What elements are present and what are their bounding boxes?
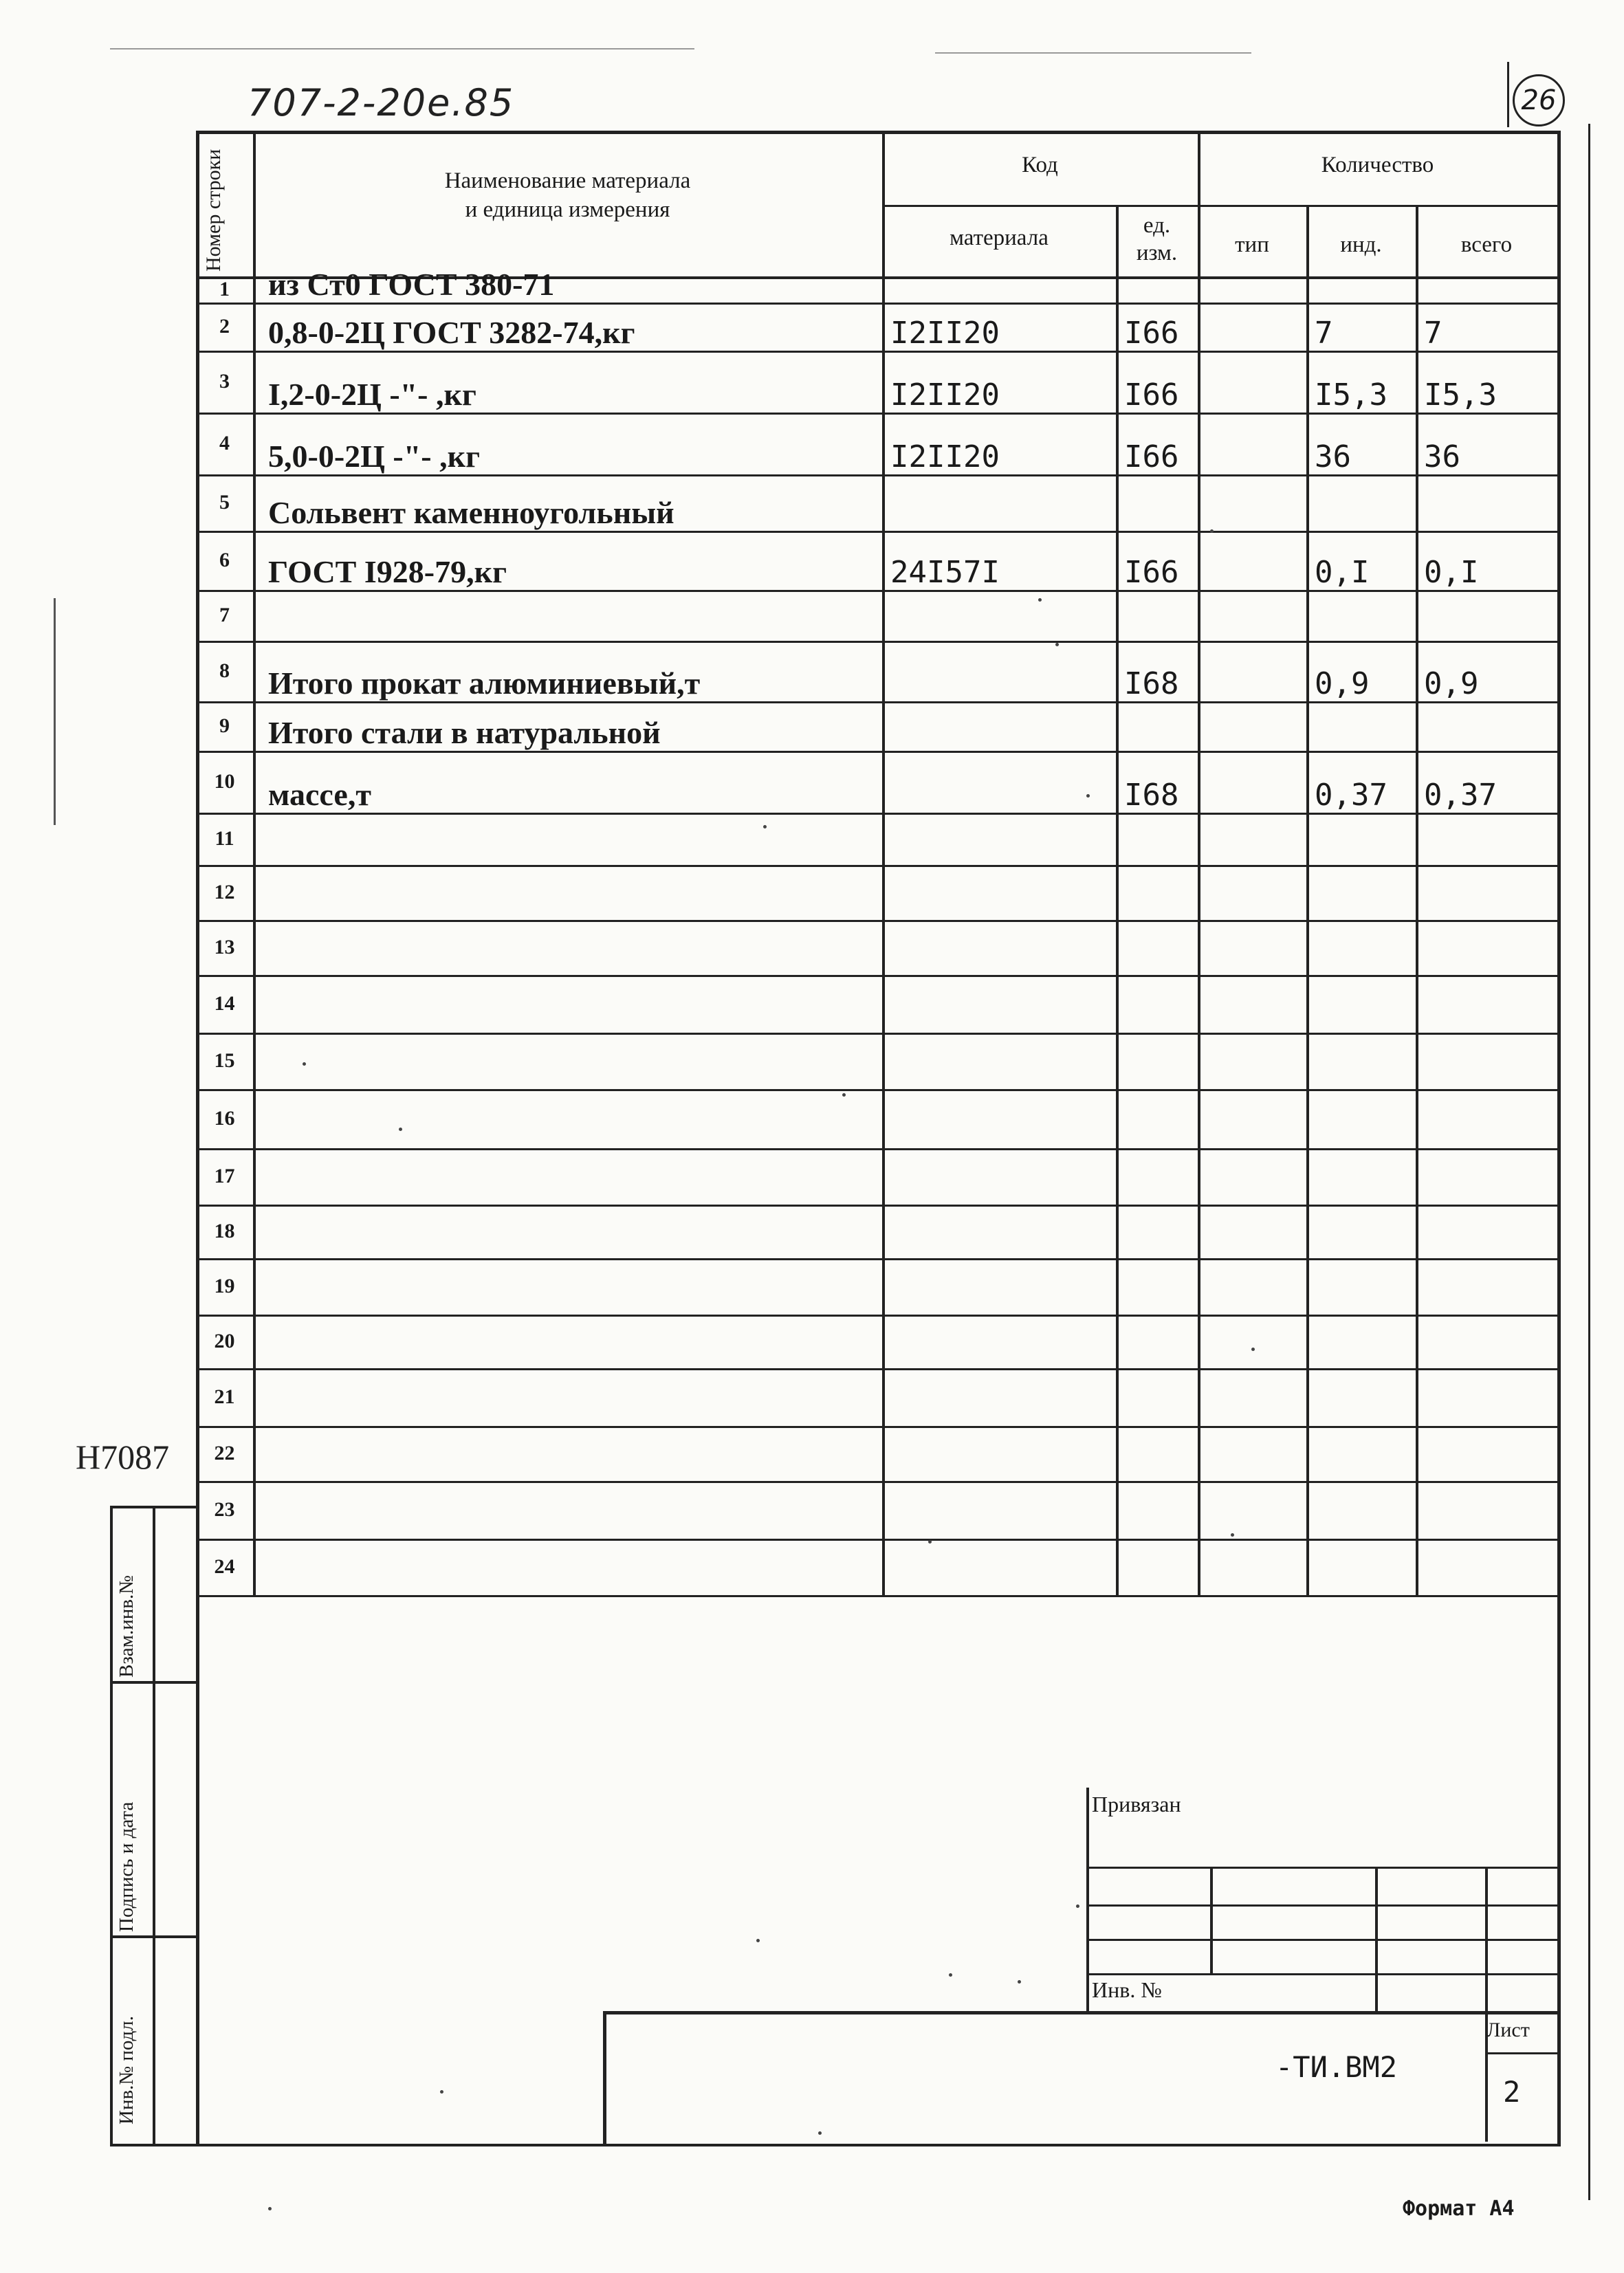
scan-speckle bbox=[268, 2207, 272, 2210]
material-name: из Ст0 ГОСТ 380-71 bbox=[268, 267, 555, 302]
document-designation: -ТИ.ВМ2 bbox=[1275, 2050, 1398, 2084]
handwritten-document-code: 707-2-20е.85 bbox=[248, 81, 515, 124]
qty-total: 0,37 bbox=[1424, 778, 1497, 813]
table-row-line bbox=[196, 865, 1557, 867]
material-name: массе,т bbox=[268, 777, 371, 812]
header-name-line2: и единица измерения bbox=[465, 197, 670, 222]
material-code: I2II20 bbox=[890, 377, 1000, 413]
material-code: I2II20 bbox=[890, 316, 1000, 351]
scan-line bbox=[54, 598, 56, 825]
header-code: Код bbox=[1022, 153, 1058, 177]
table-row-line bbox=[196, 920, 1557, 922]
table-row-line bbox=[196, 1205, 1557, 1207]
unit-code: I68 bbox=[1124, 666, 1179, 701]
page-bottom-border bbox=[110, 2144, 1561, 2146]
stamp-line bbox=[1485, 1867, 1488, 2142]
header-quantity: Количество bbox=[1321, 153, 1434, 177]
table-row-line bbox=[196, 1368, 1557, 1370]
qty-total: 0,I bbox=[1424, 555, 1479, 590]
side-strip-divider bbox=[110, 1681, 196, 1684]
row-number: 13 bbox=[214, 936, 235, 958]
header-row-number: Номер строки bbox=[202, 149, 225, 272]
header-mid-line bbox=[882, 205, 1557, 207]
stamp-line bbox=[1375, 1867, 1378, 2011]
table-row-line bbox=[196, 1481, 1557, 1483]
scan-line bbox=[1507, 62, 1509, 127]
row-number: 6 bbox=[219, 549, 230, 571]
row-number: 12 bbox=[214, 881, 235, 903]
header-code-material: материала bbox=[950, 226, 1049, 250]
row-number: 9 bbox=[219, 714, 230, 737]
material-code: 24I57I bbox=[890, 555, 1000, 590]
row-number: 15 bbox=[214, 1049, 235, 1072]
header-qty-ind: инд. bbox=[1340, 232, 1382, 257]
unit-code: I66 bbox=[1124, 555, 1179, 590]
format-label: Формат А4 bbox=[1403, 2197, 1515, 2221]
header-name-line1: Наименование материала bbox=[444, 168, 691, 193]
qty-total: I5,3 bbox=[1424, 377, 1497, 413]
unit-code: I66 bbox=[1124, 316, 1179, 351]
table-row-line bbox=[196, 1033, 1557, 1035]
material-name: Сольвент каменноугольный bbox=[268, 495, 674, 530]
sheet-number: 2 bbox=[1503, 2075, 1521, 2109]
table-row-line bbox=[196, 1595, 1557, 1597]
row-number: 24 bbox=[214, 1555, 235, 1578]
row-number: 2 bbox=[219, 315, 230, 338]
scan-speckle bbox=[399, 1128, 402, 1131]
side-strip-outer bbox=[110, 1506, 113, 2145]
page-mark-circle bbox=[1513, 74, 1565, 127]
row-number: 19 bbox=[214, 1275, 235, 1297]
row-number: 14 bbox=[214, 992, 235, 1015]
material-name: Итого стали в натуральной bbox=[268, 715, 661, 750]
qty-ind: 0,37 bbox=[1315, 778, 1387, 813]
header-qty-type: тип bbox=[1235, 232, 1269, 257]
qty-ind: 0,9 bbox=[1315, 666, 1370, 701]
qty-ind: 36 bbox=[1315, 439, 1351, 474]
scan-speckle bbox=[928, 1540, 932, 1544]
row-number: 16 bbox=[214, 1107, 235, 1130]
side-strip-divider bbox=[110, 1935, 196, 1938]
material-name: ГОСТ I928-79,кг bbox=[268, 554, 507, 589]
unit-code: I66 bbox=[1124, 439, 1179, 474]
material-name: I,2-0-2Ц -"- ,кг bbox=[268, 377, 476, 412]
row-number: 3 bbox=[219, 370, 230, 393]
qty-total: 7 bbox=[1424, 316, 1442, 351]
stamp-line bbox=[1086, 1788, 1089, 2014]
table-row-line bbox=[196, 1148, 1557, 1150]
row-number: 1 bbox=[219, 278, 230, 300]
row-number: 20 bbox=[214, 1330, 235, 1352]
scan-speckle bbox=[1086, 794, 1090, 798]
stamp-main-top bbox=[603, 2011, 1559, 2014]
scan-line bbox=[110, 48, 694, 50]
row-number: 7 bbox=[219, 604, 230, 626]
scan-speckle bbox=[818, 2131, 822, 2135]
table-row-line bbox=[196, 1315, 1557, 1317]
table-row-line bbox=[196, 1089, 1557, 1091]
row-number: 17 bbox=[214, 1165, 235, 1187]
table-row-line bbox=[196, 975, 1557, 977]
stamp-sheet-divider bbox=[1485, 2052, 1557, 2054]
inv-no-label: Инв. № bbox=[1092, 1977, 1162, 2002]
qty-ind: I5,3 bbox=[1315, 377, 1387, 413]
stamp-main-left bbox=[603, 2011, 606, 2145]
scan-speckle bbox=[1018, 1980, 1021, 1984]
row-number: 22 bbox=[214, 1442, 235, 1464]
unit-code: I66 bbox=[1124, 377, 1179, 413]
table-row-line bbox=[196, 1258, 1557, 1260]
row-number: 4 bbox=[219, 432, 230, 454]
scan-speckle bbox=[1251, 1348, 1255, 1351]
material-code: I2II20 bbox=[890, 439, 1000, 474]
scan-speckle bbox=[1210, 529, 1214, 533]
row-number: 8 bbox=[219, 659, 230, 682]
row-number: 23 bbox=[214, 1498, 235, 1521]
qty-ind: 0,I bbox=[1315, 555, 1370, 590]
material-name: 0,8-0-2Ц ГОСТ 3282-74,кг bbox=[268, 315, 635, 350]
table-row-line bbox=[196, 1539, 1557, 1541]
side-label-podpis-data: Подпись и дата bbox=[116, 1801, 138, 1932]
material-name: Итого прокат алюминиевый,т bbox=[268, 666, 701, 701]
sheet-label: Лист bbox=[1486, 2019, 1530, 2041]
scan-speckle bbox=[842, 1093, 846, 1097]
unit-code: I68 bbox=[1124, 778, 1179, 813]
page-mark-number: 26 bbox=[1521, 85, 1557, 116]
scan-speckle bbox=[1231, 1533, 1234, 1537]
scan-speckle bbox=[1038, 598, 1042, 602]
scan-speckle bbox=[1055, 643, 1059, 646]
row-number: 21 bbox=[214, 1385, 235, 1408]
scan-speckle bbox=[440, 2090, 443, 2094]
header-code-unit-2: изм. bbox=[1136, 241, 1178, 265]
table-row-line bbox=[196, 1426, 1557, 1428]
scan-speckle bbox=[1076, 1904, 1079, 1908]
scan-speckle bbox=[949, 1973, 952, 1977]
qty-total: 0,9 bbox=[1424, 666, 1479, 701]
privyazan-label: Привязан bbox=[1092, 1792, 1181, 1816]
qty-total: 36 bbox=[1424, 439, 1460, 474]
row-number: 11 bbox=[215, 827, 234, 850]
side-label-inv-podl: Инв.№ подл. bbox=[116, 2016, 138, 2124]
row-number: 5 bbox=[219, 491, 230, 514]
row-number: 10 bbox=[214, 770, 235, 793]
qty-ind: 7 bbox=[1315, 316, 1333, 351]
table-top-border bbox=[196, 131, 1557, 134]
stamp-line bbox=[1210, 1867, 1213, 1973]
side-strip-inner bbox=[153, 1506, 155, 2145]
side-label-vzam-inv: Взам.инв.№ bbox=[116, 1575, 138, 1678]
row-number: 18 bbox=[214, 1220, 235, 1242]
scan-speckle bbox=[763, 825, 767, 828]
scan-speckle bbox=[303, 1062, 306, 1066]
right-frame-line bbox=[1588, 124, 1590, 2200]
material-name: 5,0-0-2Ц -"- ,кг bbox=[268, 439, 480, 474]
inventory-stamp: Н7087 bbox=[76, 1438, 170, 1476]
scan-speckle bbox=[756, 1939, 760, 1942]
header-code-unit-1: ед. bbox=[1143, 213, 1171, 238]
header-qty-total: всего bbox=[1460, 232, 1513, 257]
scan-line bbox=[935, 52, 1251, 54]
